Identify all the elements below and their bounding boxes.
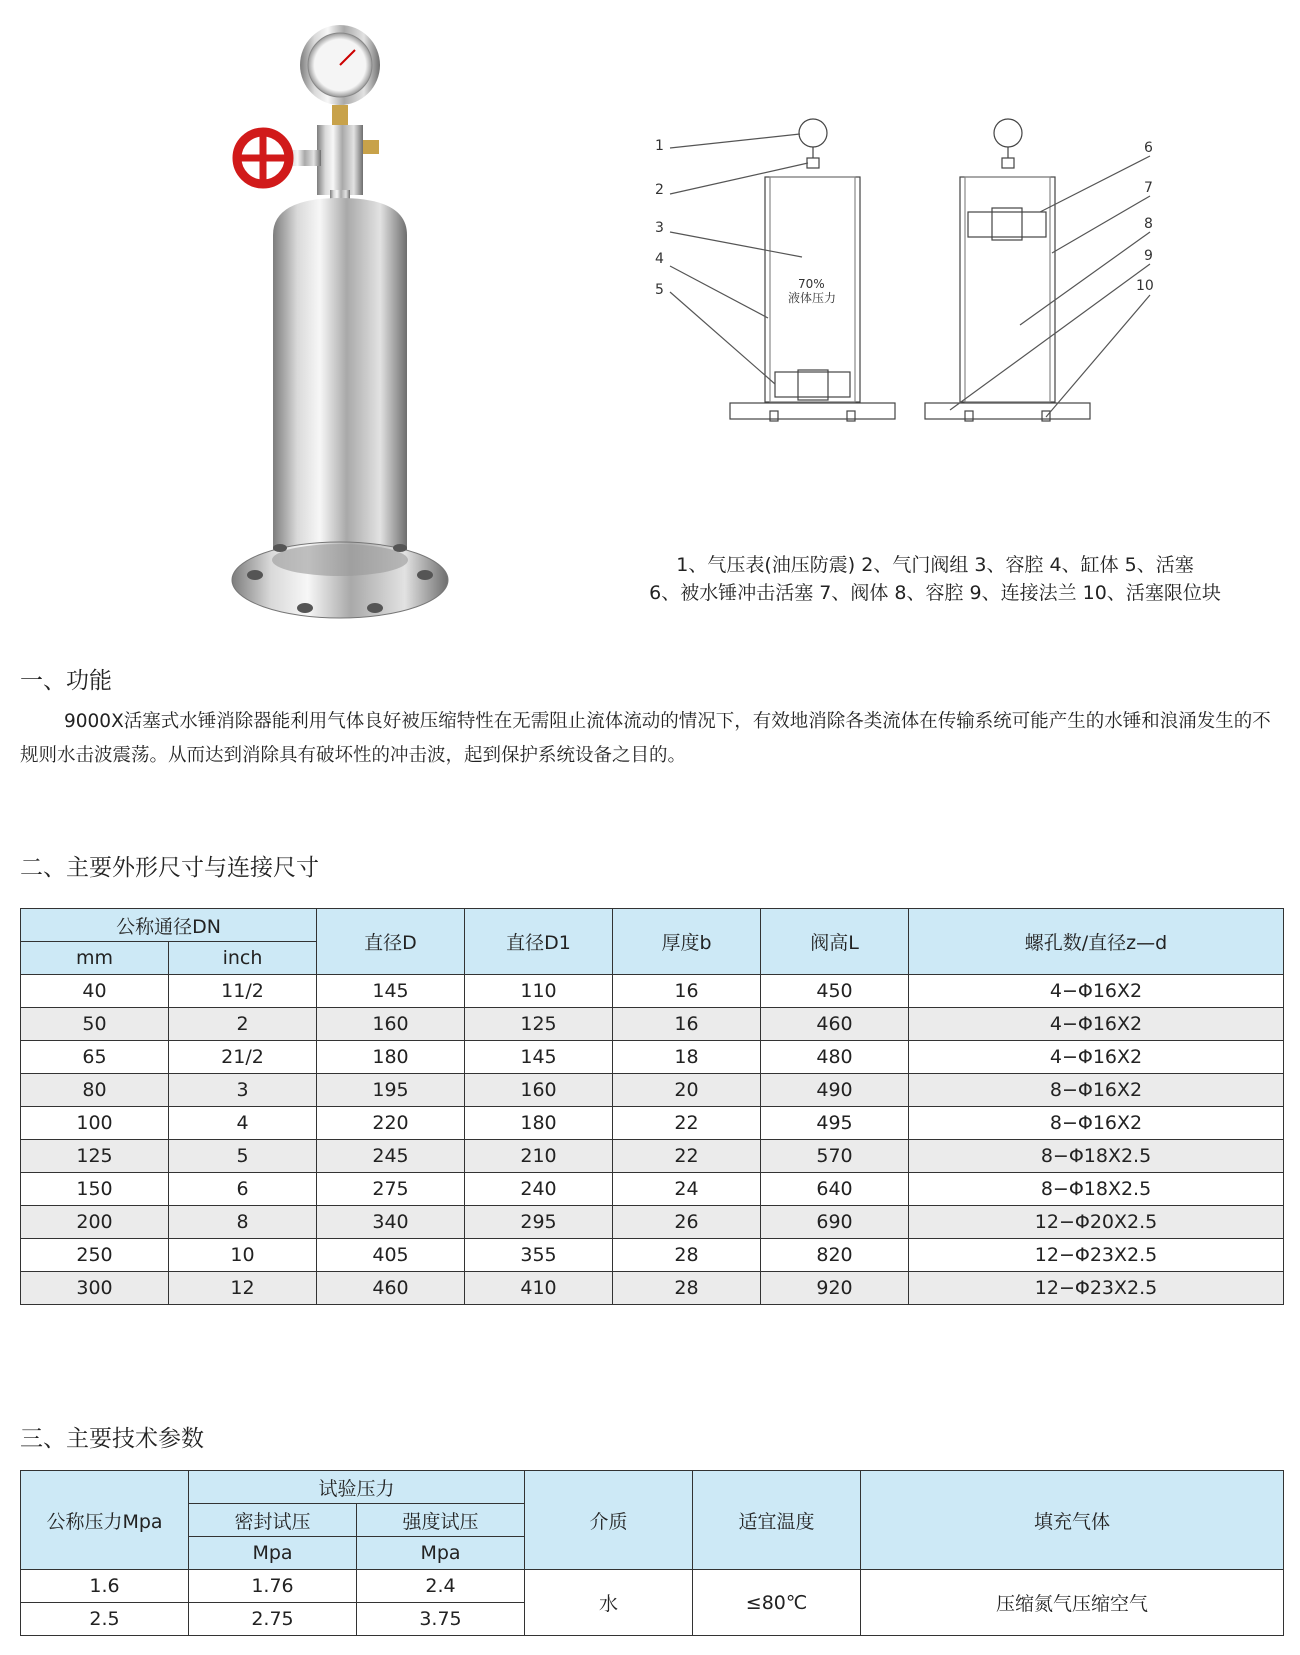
table-cell: 570 bbox=[761, 1140, 909, 1173]
table-cell: 480 bbox=[761, 1041, 909, 1074]
table-cell: 690 bbox=[761, 1206, 909, 1239]
medium-value: 水 bbox=[525, 1570, 693, 1636]
section-title-dimensions: 二、主要外形尺寸与连接尺寸 bbox=[20, 855, 319, 881]
header-strength-unit: Mpa bbox=[357, 1537, 525, 1570]
table-cell: 24 bbox=[613, 1173, 761, 1206]
table-cell: 22 bbox=[613, 1140, 761, 1173]
table-cell: 275 bbox=[317, 1173, 465, 1206]
table-cell: 4 bbox=[169, 1107, 317, 1140]
table-cell: 490 bbox=[761, 1074, 909, 1107]
callout-7: 7 bbox=[1144, 180, 1153, 196]
table-cell: 355 bbox=[465, 1239, 613, 1272]
table-row bbox=[21, 1107, 1284, 1140]
table-cell: 8−Φ16X2 bbox=[909, 1074, 1284, 1107]
table-cell: 145 bbox=[465, 1041, 613, 1074]
table-cell: 340 bbox=[317, 1206, 465, 1239]
table-cell: 26 bbox=[613, 1206, 761, 1239]
table-cell: 460 bbox=[761, 1008, 909, 1041]
table-cell: 210 bbox=[465, 1140, 613, 1173]
table-cell: 6 bbox=[169, 1173, 317, 1206]
table-cell: 3 bbox=[169, 1074, 317, 1107]
dimensions-table bbox=[20, 908, 1284, 1305]
filling-gas-value: 压缩氮气压缩空气 bbox=[861, 1570, 1284, 1636]
product-photo bbox=[225, 20, 455, 620]
callout-4: 4 bbox=[655, 251, 664, 267]
table-cell: 240 bbox=[465, 1173, 613, 1206]
table-cell: 5 bbox=[169, 1140, 317, 1173]
table-cell: 28 bbox=[613, 1239, 761, 1272]
table-cell: 820 bbox=[761, 1239, 909, 1272]
table-cell: 300 bbox=[21, 1272, 169, 1305]
table-cell: 100 bbox=[21, 1107, 169, 1140]
table-cell: 50 bbox=[21, 1008, 169, 1041]
table-row bbox=[21, 1272, 1284, 1305]
table-cell: 1.76 bbox=[189, 1570, 357, 1603]
table-cell: 4−Φ16X2 bbox=[909, 975, 1284, 1008]
table-cell: 2.75 bbox=[189, 1603, 357, 1636]
table-cell: 160 bbox=[465, 1074, 613, 1107]
table-cell: 1.6 bbox=[21, 1570, 189, 1603]
table-cell: 22 bbox=[613, 1107, 761, 1140]
header-medium: 介质 bbox=[525, 1471, 693, 1570]
table-row bbox=[21, 1074, 1284, 1107]
structure-diagram bbox=[655, 120, 1240, 450]
table-cell: 200 bbox=[21, 1206, 169, 1239]
table-cell: 405 bbox=[317, 1239, 465, 1272]
table-cell: 16 bbox=[613, 1008, 761, 1041]
header-inch: inch bbox=[169, 942, 317, 975]
table-row bbox=[21, 1140, 1284, 1173]
table-cell: 195 bbox=[317, 1074, 465, 1107]
table-cell: 2.5 bbox=[21, 1603, 189, 1636]
table-cell: 11/2 bbox=[169, 975, 317, 1008]
callout-5: 5 bbox=[655, 282, 664, 298]
header-bolt-holes: 螺孔数/直径z—d bbox=[909, 909, 1284, 975]
header-dn: 公称通径DN bbox=[21, 909, 317, 942]
callout-6: 6 bbox=[1144, 140, 1153, 156]
diagram-inner-text-1: 70% bbox=[798, 277, 825, 291]
table-cell: 21/2 bbox=[169, 1041, 317, 1074]
table-cell: 245 bbox=[317, 1140, 465, 1173]
table-cell: 125 bbox=[21, 1140, 169, 1173]
header-d: 直径D bbox=[317, 909, 465, 975]
table-row bbox=[21, 975, 1284, 1008]
table-row bbox=[21, 1041, 1284, 1074]
table-cell: 250 bbox=[21, 1239, 169, 1272]
callout-9: 9 bbox=[1144, 248, 1153, 264]
table-cell: 4−Φ16X2 bbox=[909, 1008, 1284, 1041]
section-title-function: 一、功能 bbox=[20, 668, 112, 694]
table-cell: 160 bbox=[317, 1008, 465, 1041]
table-cell: 20 bbox=[613, 1074, 761, 1107]
table-cell: 8−Φ18X2.5 bbox=[909, 1173, 1284, 1206]
header-temperature: 适宜温度 bbox=[693, 1471, 861, 1570]
table-cell: 65 bbox=[21, 1041, 169, 1074]
callout-8: 8 bbox=[1144, 216, 1153, 232]
table-cell: 125 bbox=[465, 1008, 613, 1041]
section-title-tech-params: 三、主要技术参数 bbox=[20, 1426, 204, 1452]
table-row bbox=[21, 1206, 1284, 1239]
table-cell: 8−Φ16X2 bbox=[909, 1107, 1284, 1140]
table-cell: 460 bbox=[317, 1272, 465, 1305]
table-cell: 180 bbox=[317, 1041, 465, 1074]
table-row bbox=[21, 1008, 1284, 1041]
header-seal-test: 密封试压 bbox=[189, 1504, 357, 1537]
table-cell: 12−Φ23X2.5 bbox=[909, 1272, 1284, 1305]
table-cell: 10 bbox=[169, 1239, 317, 1272]
table-cell: 220 bbox=[317, 1107, 465, 1140]
callout-10: 10 bbox=[1136, 278, 1154, 294]
table-cell: 3.75 bbox=[357, 1603, 525, 1636]
table-cell: 40 bbox=[21, 975, 169, 1008]
table-cell: 145 bbox=[317, 975, 465, 1008]
header-strength-test: 强度试压 bbox=[357, 1504, 525, 1537]
callout-1: 1 bbox=[655, 138, 664, 154]
table-cell: 8−Φ18X2.5 bbox=[909, 1140, 1284, 1173]
table-row bbox=[21, 1173, 1284, 1206]
tech-params-table bbox=[20, 1470, 1284, 1636]
header-d1: 直径D1 bbox=[465, 909, 613, 975]
table-cell: 295 bbox=[465, 1206, 613, 1239]
table-cell: 4−Φ16X2 bbox=[909, 1041, 1284, 1074]
callout-3: 3 bbox=[655, 220, 664, 236]
table-cell: 12 bbox=[169, 1272, 317, 1305]
diagram-inner-text-2: 液体压力 bbox=[788, 291, 837, 305]
table-cell: 410 bbox=[465, 1272, 613, 1305]
table-cell: 450 bbox=[761, 975, 909, 1008]
header-thickness: 厚度b bbox=[613, 909, 761, 975]
table-cell: 80 bbox=[21, 1074, 169, 1107]
table-cell: 18 bbox=[613, 1041, 761, 1074]
diagram-legend-line-2: 6、被水锤冲击活塞 7、阀体 8、容腔 9、连接法兰 10、活塞限位块 bbox=[649, 582, 1221, 604]
table-cell: 495 bbox=[761, 1107, 909, 1140]
table-cell: 12−Φ23X2.5 bbox=[909, 1239, 1284, 1272]
header-mm: mm bbox=[21, 942, 169, 975]
table-cell: 2.4 bbox=[357, 1570, 525, 1603]
table-cell: 8 bbox=[169, 1206, 317, 1239]
table-cell: 110 bbox=[465, 975, 613, 1008]
table-cell: 180 bbox=[465, 1107, 613, 1140]
header-test-pressure: 试验压力 bbox=[189, 1471, 525, 1504]
table-cell: 16 bbox=[613, 975, 761, 1008]
table-row bbox=[21, 1239, 1284, 1272]
diagram-legend-line-1: 1、气压表(油压防震) 2、气门阀组 3、容腔 4、缸体 5、活塞 bbox=[676, 554, 1194, 576]
table-cell: 2 bbox=[169, 1008, 317, 1041]
table-cell: 640 bbox=[761, 1173, 909, 1206]
table-cell: 12−Φ20X2.5 bbox=[909, 1206, 1284, 1239]
temperature-value: ≤80℃ bbox=[693, 1570, 861, 1636]
header-height: 阀高L bbox=[761, 909, 909, 975]
header-nominal-pressure: 公称压力Mpa bbox=[21, 1471, 189, 1570]
table-cell: 920 bbox=[761, 1272, 909, 1305]
callout-2: 2 bbox=[655, 182, 664, 198]
header-filling-gas: 填充气体 bbox=[861, 1471, 1284, 1570]
table-cell: 28 bbox=[613, 1272, 761, 1305]
function-description: 9000X活塞式水锤消除器能利用气体良好被压缩特性在无需阻止流体流动的情况下，有效地消除各类流体在传输系统可能产生的水锤和浪涌发生的不规则水击波震荡。从而达到消除具有破坏性的冲击波，起到保护系统设备之目的。 bbox=[20, 711, 1271, 766]
table-cell: 150 bbox=[21, 1173, 169, 1206]
header-seal-unit: Mpa bbox=[189, 1537, 357, 1570]
